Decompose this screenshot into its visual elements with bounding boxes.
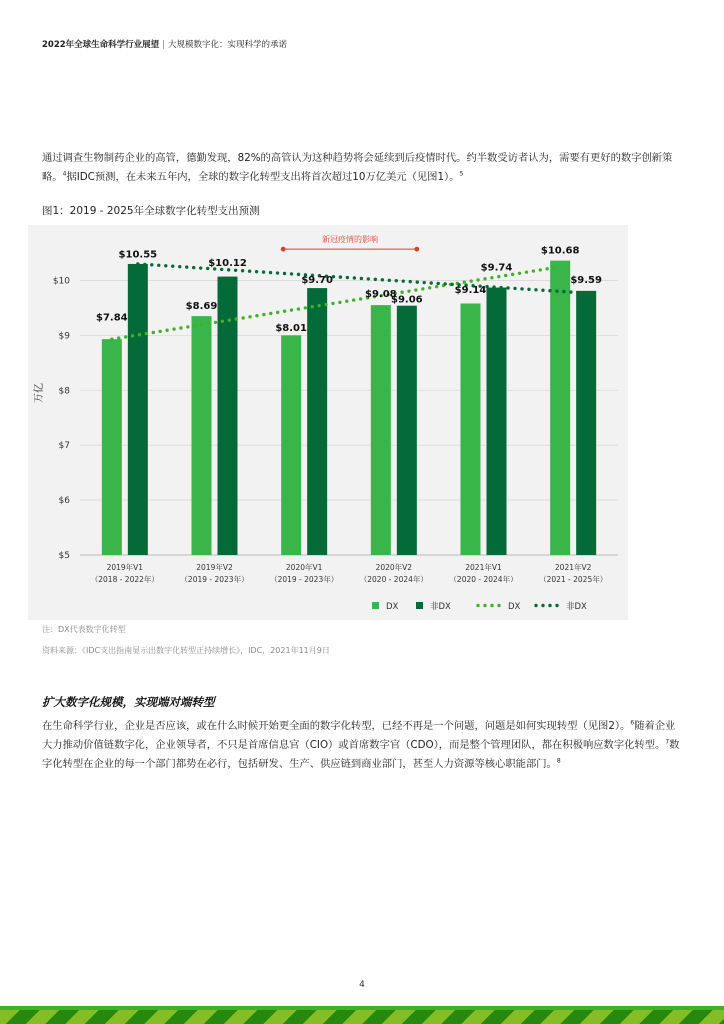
intro-text-b: 据IDC预测，在未来五年内，全球的数字化转型支出将首次超过10万亿美元（见图1）。 (66, 171, 460, 183)
legend-swatch-non-dx-bar (416, 602, 423, 609)
x-tick-sublabel: （2018 - 2022年） (90, 575, 159, 584)
chart-source: 资料来源：《IDC支出指南显示出数字化转型正持续增长》，IDC，2021年11月9日 (42, 646, 330, 655)
spending-forecast-chart (28, 225, 628, 620)
x-tick-label: 2019年V1 (106, 563, 144, 572)
footnote-ref-7[interactable]: 7 (665, 738, 670, 746)
data-label: $10.12 (208, 258, 247, 270)
data-label: $8.69 (185, 300, 218, 312)
data-label: $10.68 (540, 245, 580, 257)
data-label: $9.59 (570, 275, 602, 287)
page-header (42, 38, 287, 50)
footer-stripe-band (0, 1010, 724, 1024)
bar-non-dx-5 (576, 291, 596, 555)
data-label: $9.74 (480, 262, 513, 274)
bar-non-dx-3 (397, 306, 417, 555)
y-tick-label: $9 (58, 331, 70, 342)
x-tick-label: 2021年V1 (465, 563, 502, 572)
x-tick-label: 2020年V1 (285, 563, 323, 572)
figure-title: 图1：2019 - 2025年全球数字化转型支出预测 (42, 205, 260, 217)
x-tick-sublabel: （2020 - 2024年） (359, 575, 428, 584)
bar-non-dx-2 (307, 288, 327, 555)
bar-non-dx-1 (218, 277, 238, 555)
section-text-a: 在生命科学行业，企业是否应该，或在什么时候开始更全面的数字化转型，已经不再是一个问题，问题是如何实现转型（见图2）。 (42, 720, 631, 732)
x-tick-sublabel: （2019 - 2023年） (270, 575, 339, 584)
intro-paragraph (42, 149, 682, 187)
x-tick-sublabel: （2020 - 2024年） (449, 575, 518, 584)
annotation-end-dot (414, 247, 419, 252)
data-label: $9.70 (301, 275, 333, 287)
data-label: $9.06 (391, 294, 423, 306)
data-label: $10.55 (118, 249, 158, 261)
legend-label: DX (386, 602, 399, 612)
report-subtitle: 大规模数字化：实现科学的承诺 (168, 40, 288, 50)
bar-dx-5 (550, 261, 570, 555)
legend-label: DX (508, 602, 521, 612)
intro-text-a: 通过调查生物制药企业的高管，德勤发现，82%的高管认为这种趋势将会延续到后疫情时代。约半数受访者认为，需要有更好的数字创新策略。 (42, 152, 673, 183)
header-separator: | (162, 40, 166, 50)
page-number: 4 (359, 980, 365, 990)
data-label: $8.01 (275, 322, 307, 334)
y-tick-label: $7 (58, 441, 70, 452)
x-tick-sublabel: （2021 - 2025年） (539, 575, 608, 584)
footnote-ref-6[interactable]: 6 (630, 719, 635, 727)
x-tick-label: 2021年V2 (554, 563, 592, 572)
section-text-b: 随着企业大力推动价值链数字化，企业领导者，不只是首席信息官（CIO）或首席数字官（CDO），而是整个管理团队，都在积极响应数字化转型。 (42, 720, 676, 751)
bar-dx-1 (192, 316, 212, 555)
x-tick-sublabel: （2019 - 2023年） (180, 575, 249, 584)
legend-swatch-dx-bar (372, 602, 379, 609)
y-tick-label: $8 (58, 386, 70, 397)
footnote-ref-5[interactable]: 5 (459, 170, 464, 178)
data-label: $9.14 (454, 285, 487, 297)
x-tick-label: 2019年V2 (196, 563, 233, 572)
data-label: $7.84 (96, 312, 128, 324)
bar-non-dx-0 (128, 264, 148, 555)
bar-dx-3 (371, 305, 391, 555)
data-label: $9.08 (365, 288, 397, 300)
bar-dx-4 (461, 303, 481, 555)
footnote-ref-4[interactable]: 4 (62, 170, 67, 178)
bar-dx-2 (281, 335, 301, 555)
y-tick-label: $6 (58, 496, 70, 507)
bar-non-dx-4 (487, 288, 507, 555)
annotation-label: 新冠疫情的影响 (322, 235, 378, 245)
y-tick-label: $10 (52, 276, 70, 287)
section-heading: 扩大数字化规模，实现端对端转型 (42, 695, 215, 709)
bar-dx-0 (102, 339, 122, 555)
footnote-ref-8[interactable]: 8 (556, 757, 561, 765)
report-title: 2022年全球生命科学行业展望 (42, 40, 160, 50)
section-text-c: 数字化转型在企业的每一个部门都势在必行，包括研发、生产、供应链到商业部门，甚至人力资源等核心职能部门。 (42, 739, 680, 770)
x-tick-label: 2020年V2 (375, 563, 413, 572)
y-axis-label: 万亿 (34, 383, 45, 403)
legend-label: 非DX (430, 602, 451, 612)
chart-note: 注：DX代表数字化转型 (42, 625, 126, 634)
legend-label: 非DX (566, 602, 587, 612)
annotation-start-dot (281, 247, 286, 252)
y-tick-label: $5 (58, 551, 70, 561)
section-paragraph (42, 717, 682, 774)
